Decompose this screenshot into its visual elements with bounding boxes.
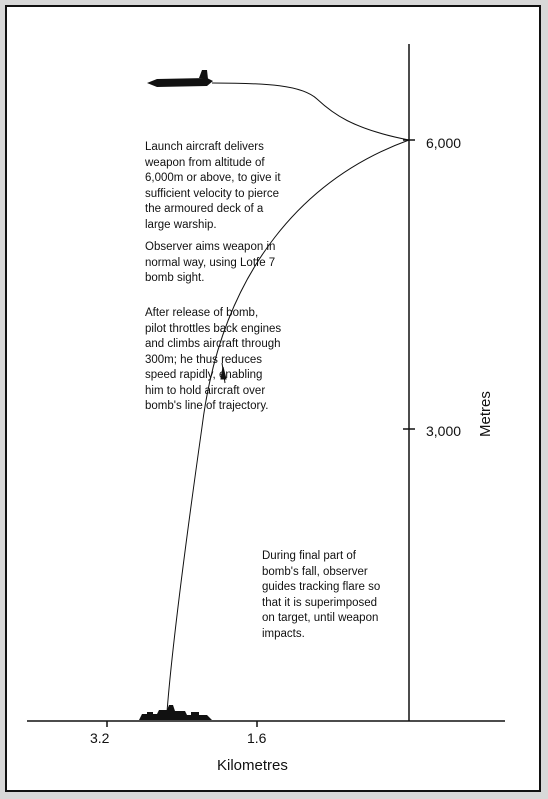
launch-note: Launch aircraft delivers weapon from altitude of 6,000m or above, to give it sufficient velocity to pierce the armoured deck of a large warship. [145,141,281,231]
final-phase-note: During final part of bomb's fall, observer guides tracking flare so that it is superimposed on target, until weapon impacts. [262,550,381,640]
release-note: After release of bomb, pilot throttles back engines and climbs aircraft through 300m; he thus reduces speed rapidly, enabling him to hold aircraft over bomb's line of trajectory. [145,307,282,412]
x-tick-label-1.6: 1.6 [247,730,267,746]
aircraft-flight-path [212,83,409,140]
aircraft-icon [147,70,213,87]
diagram-page [5,5,541,792]
y-axis-title: Metres [477,391,494,437]
y-tick-label-6000: 6,000 [426,135,462,151]
x-axis-title: Kilometres [217,757,288,774]
warship-icon [139,705,212,720]
y-tick-label-3000: 3,000 [426,423,462,439]
aim-note: Observer aims weapon in normal way, using Lotfe 7 bomb sight. [145,241,276,284]
x-tick-label-3.2: 3.2 [90,730,110,746]
